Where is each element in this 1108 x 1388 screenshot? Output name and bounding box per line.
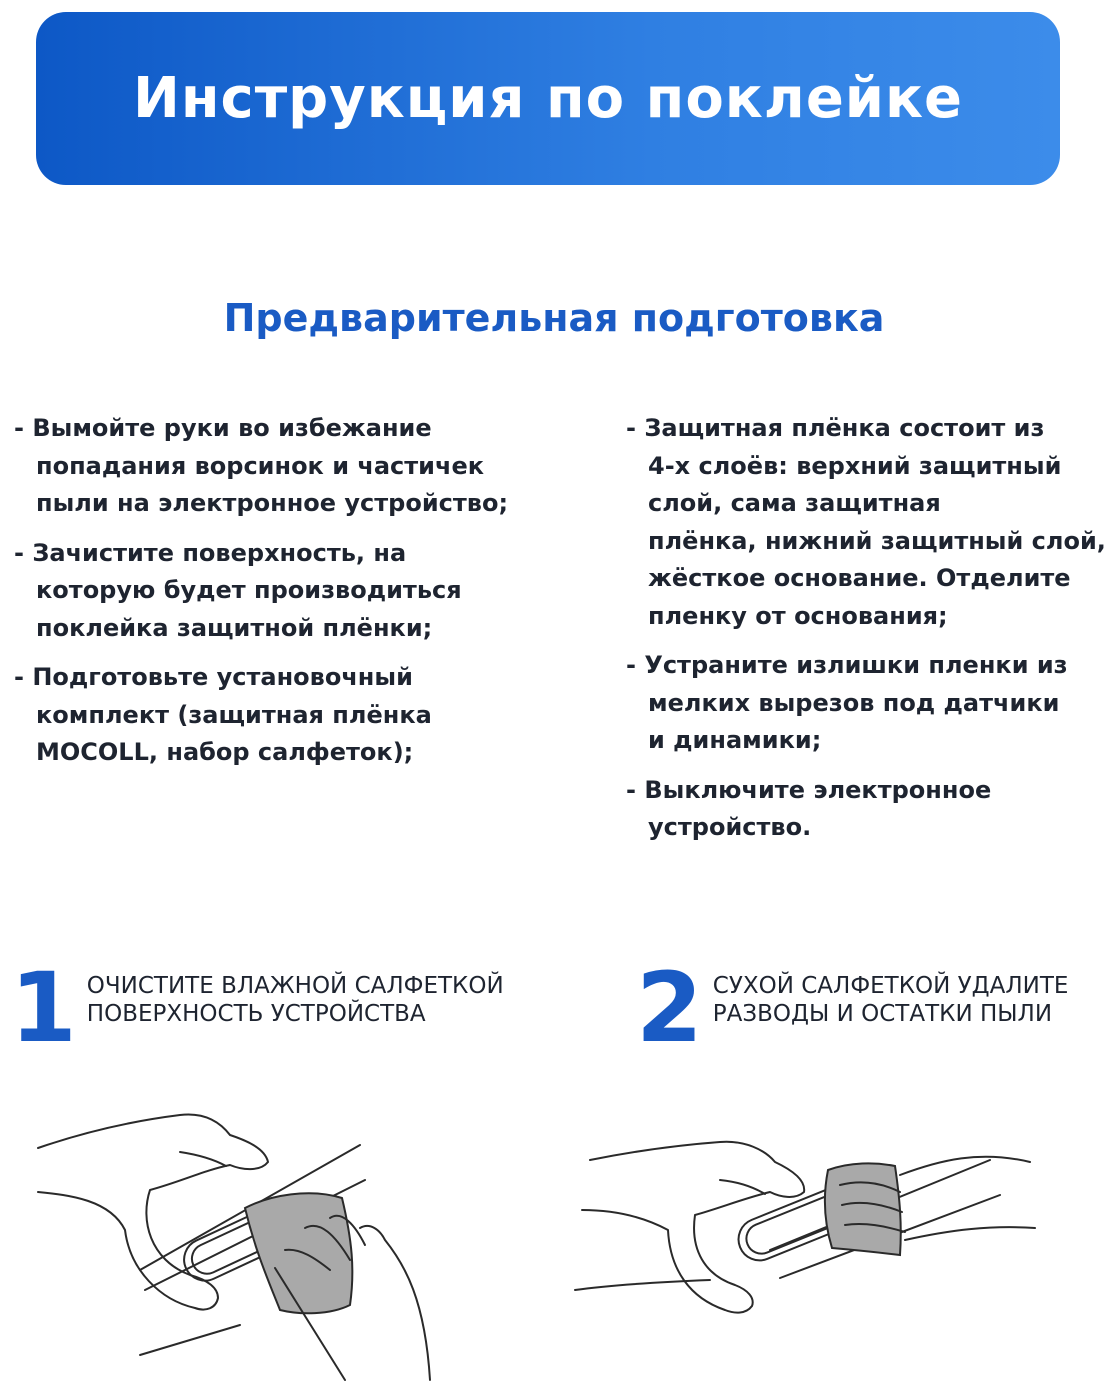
- step-1: [10, 952, 504, 1064]
- wet-wipe-illustration: [30, 1100, 450, 1385]
- wet-wipe: [245, 1193, 352, 1313]
- list-item: - Устраните излишки пленки из мелких вырезов под датчики и динамики;: [626, 651, 1068, 754]
- device-edge-line: [140, 1325, 240, 1355]
- step-text: СУХОЙ САЛФЕТКОЙ УДАЛИТЕ РАЗВОДЫ И ОСТАТКИ ПЫЛИ: [712, 973, 1069, 1027]
- list-item: - Подготовьте установочный комплект (защитная плёнка MOCOLL, набор салфеток);: [14, 663, 432, 766]
- left-hand: [38, 1114, 268, 1309]
- right-column: [626, 410, 1108, 859]
- section-title: Предварительная подготовка: [223, 296, 885, 340]
- list-item: - Зачистите поверхность, на которую будет производиться поклейка защитной плёнки;: [14, 538, 462, 642]
- left-column: [14, 410, 574, 784]
- step-text: ОЧИСТИТЕ ВЛАЖНОЙ САЛФЕТКОЙ ПОВЕРХНОСТЬ УСТРОЙСТВА: [86, 973, 504, 1027]
- step-number: 1: [10, 952, 77, 1064]
- left-hand: [582, 1142, 804, 1313]
- right-hand: [905, 1227, 1035, 1240]
- page-title: Инструкция по поклейке: [132, 66, 964, 131]
- title-banner: [36, 12, 1060, 185]
- list-item: - Вымойте руки во избежание попадания ворсинок и частичек пыли на электронное устройство;: [14, 414, 509, 517]
- step-number: 2: [636, 952, 703, 1064]
- right-hand: [360, 1226, 430, 1380]
- list-item: - Выключите электронное устройство.: [626, 775, 992, 841]
- dry-wipe-illustration: [570, 1100, 1040, 1330]
- list-item: - Защитная плёнка состоит из 4-х слоёв: верхний защитный слой, сама защитная плёнка, нижний защитный слой, жёсткое основание. Отделите пленку от основания;: [626, 414, 1106, 630]
- dry-wipe: [825, 1163, 901, 1255]
- right-hand: [900, 1157, 1030, 1175]
- step-2: [636, 952, 1069, 1064]
